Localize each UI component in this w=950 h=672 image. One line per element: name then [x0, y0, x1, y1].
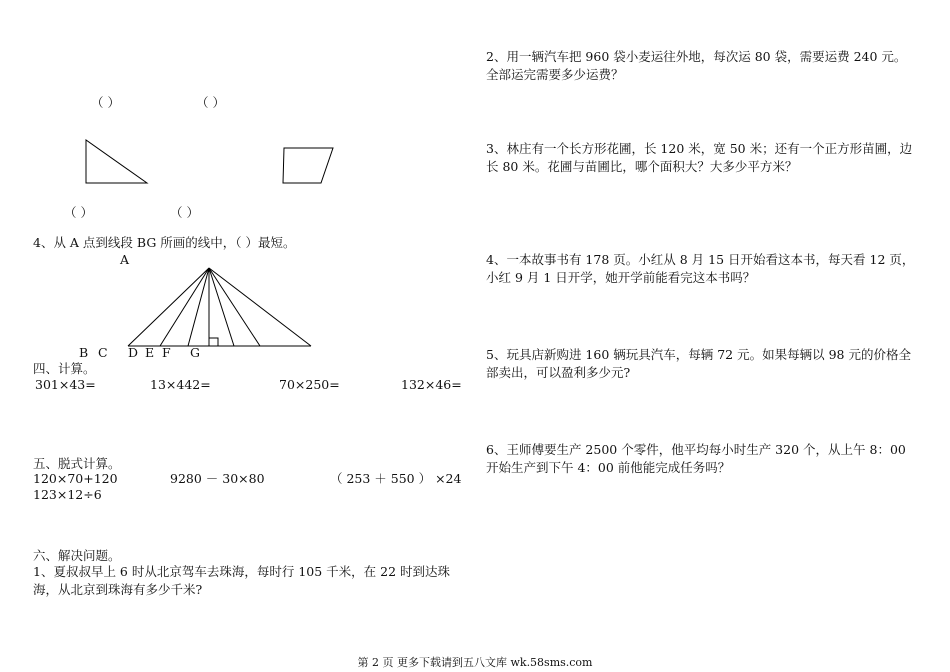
- problem-5: 5、玩具店新购进 160 辆玩具汽车，每辆 72 元。如果每辆以 98 元的价格全部卖出，可以盈利多少元?: [486, 347, 911, 380]
- problem-3: 3、林庄有一个长方形花圃，长 120 米，宽 50 米；还有一个正方形苗圃，边长 80 米。花圃与苗圃比，哪个面积大？大多少平方米？: [486, 141, 913, 174]
- point-label-b: B: [79, 345, 89, 360]
- page-footer: 第 2 页 更多下载请到五八文库 wk.58sms.com: [357, 656, 593, 669]
- calc-item: 301×43=: [35, 377, 96, 392]
- shape-answer-blank: （ ）: [170, 205, 199, 220]
- q4-text: 4、从 A 点到线段 BG 所画的线中，（ ）最短。: [33, 235, 296, 250]
- point-label-d: D: [128, 345, 139, 360]
- calc-item: 70×250=: [279, 377, 340, 392]
- problem-4: 4、一本故事书有 178 页。小红从 8 月 15 日开始看这本书，每天看 12 页，小红 9 月 1 日开学，她开学前能看完这本书吗？: [486, 252, 915, 285]
- stepwise-item: 120×70+120: [33, 471, 118, 486]
- trapezoid-shape: [283, 148, 333, 183]
- section-4-heading: 四、计算。: [33, 361, 96, 376]
- problem-1: 1、夏叔叔早上 6 时从北京驾车去珠海，每时行 105 千米，在 22 时到达珠海，从北京到珠海有多少千米?: [33, 564, 451, 597]
- section-6-heading: 六、解决问题。: [33, 548, 121, 563]
- calc-item: 13×442=: [150, 377, 211, 392]
- problem-2: 2、用一辆汽车把 960 袋小麦运往外地，每次运 80 袋，需要运费 240 元。全部运完需要多少运费？: [486, 49, 907, 82]
- shape-answer-blank: （ ）: [91, 95, 120, 110]
- perpendicular-figure: [128, 268, 311, 346]
- point-label-e: E: [145, 345, 155, 360]
- stepwise-item: 123×12÷6: [33, 487, 102, 502]
- stepwise-item: 9280 － 30×80: [170, 471, 265, 486]
- section-5-heading: 五、脱式计算。: [33, 456, 121, 471]
- shape-answer-blank: （ ）: [64, 205, 93, 220]
- point-label-g: G: [190, 345, 200, 360]
- point-label-f: F: [162, 345, 171, 360]
- point-label-c: C: [98, 345, 108, 360]
- shape-answer-blank: （ ）: [196, 95, 225, 110]
- right-triangle-shape: [86, 140, 147, 183]
- calc-item: 132×46=: [401, 377, 462, 392]
- problem-6: 6、王师傅要生产 2500 个零件，他平均每小时生产 320 个，从上午 8：00 开始生产到下午 4：00 前他能完成任务吗？: [486, 442, 906, 475]
- point-label-a: A: [120, 252, 130, 267]
- stepwise-item: （ 253 ＋ 550 ） ×24: [330, 471, 462, 486]
